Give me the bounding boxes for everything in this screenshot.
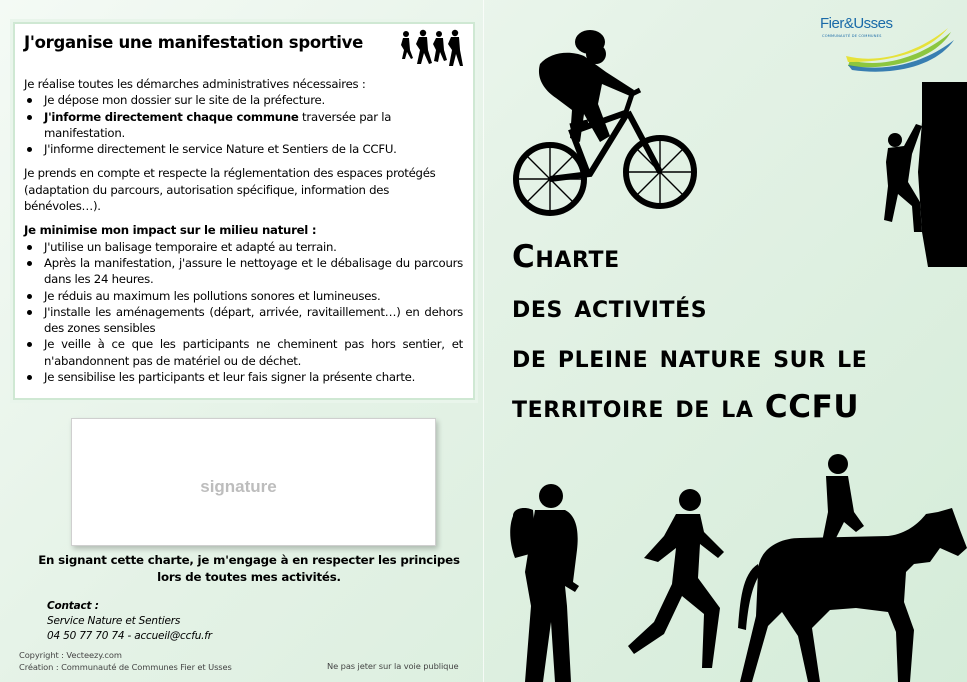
cyclist-silhouette-icon bbox=[510, 24, 700, 219]
contact-service: Service Nature et Sentiers bbox=[47, 615, 181, 627]
list-item: Je dépose mon dossier sur le site de la préfecture. bbox=[24, 92, 463, 108]
contact-phone-email: 04 50 77 70 74 - accueil@ccfu.fr bbox=[47, 630, 212, 642]
hiker-silhouette-icon bbox=[495, 482, 590, 682]
list-item: J'installe les aménagements (départ, arrivée, ravitaillement…) en dehors des zones sensibles bbox=[24, 304, 463, 337]
contact-block bbox=[47, 599, 212, 644]
runner-silhouette-icon bbox=[620, 488, 740, 682]
title-line-1: Charte bbox=[512, 239, 620, 275]
title-line-3: de pleine nature sur le bbox=[512, 339, 868, 375]
list-item: Je réduis au maximum les pollutions sonores et lumineuses. bbox=[24, 288, 463, 304]
organiser-info-box bbox=[13, 22, 475, 400]
list-item: Je veille à ce que les participants ne cheminent pas hors sentier, et n'abandonnent pas de matériel ou de déchet. bbox=[24, 336, 463, 369]
info-box-title: J'organise une manifestation sportive bbox=[24, 33, 364, 52]
protected-areas-paragraph: Je prends en compte et respecte la réglementation des espaces protégés (adaptation du parcours, autorisation spécifique, information des bénévoles…). bbox=[24, 166, 436, 214]
impact-list bbox=[24, 239, 463, 386]
logo-subtitle: COMMUNAUTÉ DE COMMUNES bbox=[822, 34, 882, 38]
charter-title bbox=[512, 232, 962, 432]
litter-notice: Ne pas jeter sur la voie publique bbox=[327, 661, 459, 671]
list-item: J'utilise un balisage temporaire et adapté au terrain. bbox=[24, 239, 463, 255]
list-item: J'informe directement chaque commune traversée par la manifestation. bbox=[24, 109, 463, 142]
list-item: Je sensibilise les participants et leur fais signer la présente charte. bbox=[24, 369, 463, 385]
credits bbox=[19, 650, 232, 673]
fier-usses-logo bbox=[818, 10, 958, 72]
runners-group-icon bbox=[397, 28, 467, 78]
title-line-2: des activités bbox=[512, 289, 708, 325]
info-box-body bbox=[24, 76, 463, 385]
admin-steps-intro: Je réalise toutes les démarches administratives nécessaires : bbox=[24, 77, 366, 91]
admin-steps-list bbox=[24, 92, 463, 157]
signature-placeholder: signature bbox=[200, 477, 277, 496]
contact-label: Contact : bbox=[47, 600, 99, 612]
copyright-text: Copyright : Vecteezy.com bbox=[19, 650, 122, 660]
list-item: J'informe directement le service Nature et Sentiers de la CCFU. bbox=[24, 141, 463, 157]
signature-field[interactable] bbox=[71, 418, 436, 546]
commitment-statement: En signant cette charte, je m'engage à en respecter les principes lors de toutes mes activités. bbox=[38, 553, 460, 584]
impact-intro: Je minimise mon impact sur le milieu naturel : bbox=[24, 223, 317, 238]
title-line-4: territoire de la CCFU bbox=[512, 389, 860, 425]
creation-text: Création : Communauté de Communes Fier et Usses bbox=[19, 661, 232, 672]
horse-rider-silhouette-icon bbox=[738, 452, 967, 682]
list-item: Après la manifestation, j'assure le nettoyage et le débalisage du parcours dans les 24 heures. bbox=[24, 255, 463, 288]
logo-wordmark: Fier&Usses bbox=[820, 15, 893, 32]
